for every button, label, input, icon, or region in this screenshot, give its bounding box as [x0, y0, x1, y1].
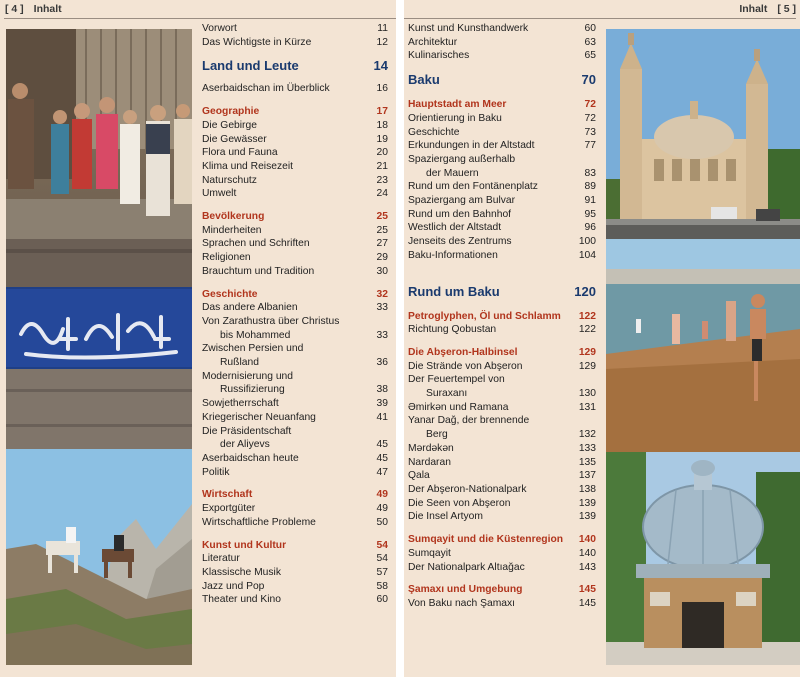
toc-title: bis Mohammed [220, 329, 291, 341]
toc-title: Mərdəkən [408, 442, 454, 454]
toc-page-number: 65 [584, 50, 596, 62]
right-page-header [739, 3, 796, 15]
toc-entry-die-seen-von-abseron[interactable] [408, 497, 596, 511]
toc-entry-westlich-der-altstadt[interactable] [408, 221, 596, 235]
right-header-rule [404, 18, 796, 19]
toc-title: Die Seen von Abşeron [408, 497, 511, 509]
toc-page-number: 129 [578, 360, 596, 372]
toc-page-number: 95 [584, 208, 596, 220]
toc-title: Jenseits des Zentrums [408, 236, 512, 248]
toc-title: Spaziergang außerhalb [408, 153, 516, 165]
toc-section-sumqayit-und-die-kustenregion[interactable] [408, 533, 596, 547]
toc-section-die-abseron-halbinsel[interactable] [408, 346, 596, 360]
baku-mosque-photo [606, 29, 800, 239]
toc-title: Kulinarisches [408, 50, 470, 62]
toc-entry-architektur[interactable] [408, 36, 596, 50]
toc-title: Geschichte [202, 288, 258, 300]
toc-page-number: 89 [584, 181, 596, 193]
toc-entry-jenseits-des-zentrums[interactable] [408, 235, 596, 249]
toc-entry-von-baku-nach-samax[interactable] [408, 597, 596, 611]
toc-page-number: 18 [376, 119, 388, 131]
toc-entry-berg[interactable] [408, 428, 596, 442]
toc-chapter-land-und-leute[interactable] [202, 57, 388, 75]
toc-title: Das Wichtigste in Kürze [202, 36, 312, 48]
toc-page-number: 63 [584, 36, 596, 48]
toc-entry-spaziergang-au-erhalb[interactable] [408, 153, 596, 167]
domed-pavilion-photo [606, 452, 800, 665]
toc-title: Petroglyphen, Öl und Schlamm [408, 310, 561, 322]
toc-entry-literatur[interactable] [202, 552, 388, 566]
toc-entry-zwischen-persien-und[interactable] [202, 342, 388, 356]
toc-title: Aserbaidschan heute [202, 452, 299, 464]
toc-page-number: 91 [584, 195, 596, 207]
toc-page-number: 131 [578, 401, 596, 413]
left-page-header [5, 3, 62, 15]
toc-entry-religionen[interactable] [202, 251, 388, 265]
toc-page-number: 49 [376, 503, 388, 515]
toc-page-number: 49 [376, 489, 388, 501]
toc-title: Orientierung in Baku [408, 112, 502, 124]
toc-page-number: 21 [376, 160, 388, 172]
toc-section-wirtschaft[interactable] [202, 488, 388, 502]
toc-page-number: 27 [376, 238, 388, 250]
toc-page-number: 58 [376, 580, 388, 592]
toc-entry-minderheiten[interactable] [202, 224, 388, 238]
toc-entry-rund-um-den-bahnhof[interactable] [408, 208, 596, 222]
toc-page-number: 25 [376, 211, 388, 223]
left-page [0, 0, 396, 677]
toc-title: Klassische Musik [202, 566, 281, 578]
toc-entry-das-andere-albanien[interactable] [202, 301, 388, 315]
toc-title: Aserbaidschan im Überblick [202, 83, 330, 95]
toc-entry-sumqayit[interactable] [408, 547, 596, 561]
toc-entry-umwelt[interactable] [202, 187, 388, 201]
toc-page-number: 137 [578, 470, 596, 482]
toc-title: Naturschutz [202, 174, 257, 186]
toc-entry-der-abseron-nationalpark[interactable] [408, 483, 596, 497]
toc-title: Politik [202, 466, 230, 478]
toc-title: Die Abşeron-Halbinsel [408, 346, 518, 358]
toc-page-number: 24 [376, 188, 388, 200]
toc-entry-orientierung-in-baku[interactable] [408, 112, 596, 126]
toc-page-number: 57 [376, 566, 388, 578]
toc-page-number: 72 [584, 112, 596, 124]
toc-section-samax-und-umgebung[interactable] [408, 583, 596, 597]
toc-title: Sowjetherrschaft [202, 398, 279, 410]
toc-entry-der-aliyevs[interactable] [202, 438, 388, 452]
toc-page-number: 130 [578, 388, 596, 400]
toc-title: Der Feuertempel von [408, 374, 505, 386]
toc-page-number: 60 [376, 594, 388, 606]
right-page-number: [ 5 ] [777, 3, 796, 15]
toc-title: Die Strände von Abşeron [408, 360, 523, 372]
caspian-beach-photo [606, 239, 800, 452]
toc-page-number: 12 [376, 36, 388, 48]
toc-title: Vorwort [202, 23, 237, 34]
toc-entry-aserbaidschan-heute[interactable] [202, 452, 388, 466]
toc-page-number: 38 [376, 384, 388, 396]
toc-page-number: 139 [578, 511, 596, 523]
toc-page-number: 45 [376, 439, 388, 451]
toc-entry-theater-und-kino[interactable] [202, 593, 388, 607]
toc-entry-spaziergang-am-bulvar[interactable] [408, 194, 596, 208]
toc-page-number: 145 [578, 597, 596, 609]
toc-page-number: 11 [377, 23, 388, 34]
toc-title: Yanar Dağ, der brennende [408, 415, 530, 427]
toc-page-number: 122 [578, 310, 596, 322]
toc-title: Rund um den Bahnhof [408, 208, 512, 220]
toc-title: der Mauern [426, 167, 479, 179]
toc-section-petroglyphen-ol-und-schlamm[interactable] [408, 310, 596, 324]
mountain-riders-photo [6, 449, 192, 665]
toc-title: Qala [408, 470, 430, 482]
toc-title: Spaziergang am Bulvar [408, 195, 516, 207]
toc-entry-klima-und-reisezeit[interactable] [202, 160, 388, 174]
toc-page-number: 45 [376, 452, 388, 464]
toc-entry-sprachen-und-schriften[interactable] [202, 237, 388, 251]
toc-page-number: 20 [376, 147, 388, 159]
toc-title: Brauchtum und Tradition [202, 265, 315, 277]
toc-entry-yanar-dag-der-brennende[interactable] [408, 414, 596, 428]
toc-title: Exportgüter [202, 503, 256, 515]
toc-page-number: 133 [578, 442, 596, 454]
toc-page-number: 16 [376, 83, 388, 95]
toc-page-number: 100 [578, 236, 596, 248]
toc-page-number: 70 [581, 72, 596, 88]
toc-title: Die Gebirge [202, 119, 257, 131]
toc-entry-sowjetherrschaft[interactable] [202, 397, 388, 411]
toc-entry-kulinarisches[interactable] [408, 49, 596, 63]
toc-title: Əmirkən und Ramana [408, 401, 509, 413]
toc-entry-die-prasidentschaft[interactable] [202, 425, 388, 439]
toc-page-number: 50 [376, 516, 388, 528]
toc-title: Baku-Informationen [408, 249, 498, 261]
toc-title: Russifizierung [220, 384, 285, 396]
toc-entry-m-rd-k-n[interactable] [408, 442, 596, 456]
left-page-title: Inhalt [33, 3, 62, 15]
toc-entry-mirk-n-und-ramana[interactable] [408, 401, 596, 415]
toc-title: Flora und Fauna [202, 147, 278, 159]
toc-title: Literatur [202, 553, 240, 565]
toc-title: Kriegerischer Neuanfang [202, 411, 316, 423]
toc-entry-qala[interactable] [408, 469, 596, 483]
toc-chapter-baku[interactable] [408, 71, 596, 89]
toc-page-number: 135 [578, 456, 596, 468]
toc-entry-der-feuertempel-von[interactable] [408, 373, 596, 387]
toc-entry-russifizierung[interactable] [202, 383, 388, 397]
toc-right [408, 22, 596, 611]
toc-title: Von Zarathustra über Christus [202, 315, 340, 327]
toc-entry-vorwort[interactable] [202, 22, 388, 36]
toc-page-number: 14 [373, 58, 388, 74]
toc-title: Suraxanı [426, 388, 468, 400]
toc-page-number: 60 [584, 23, 596, 34]
toc-title: Wirtschaft [202, 489, 253, 501]
toc-title: Hauptstadt am Meer [408, 99, 507, 111]
toc-page-number: 83 [584, 167, 596, 179]
toc-section-bevolkerung[interactable] [202, 210, 388, 224]
toc-title: Şamaxı und Umgebung [408, 584, 523, 596]
toc-page-number: 122 [578, 324, 596, 336]
toc-entry-bis-mohammed[interactable] [202, 329, 388, 343]
toc-title: Jazz und Pop [202, 580, 265, 592]
toc-page-number: 129 [578, 346, 596, 358]
left-header-rule [4, 18, 396, 19]
toc-title: Sprachen und Schriften [202, 238, 310, 250]
toc-entry-baku-informationen[interactable] [408, 249, 596, 263]
toc-entry-ru-land[interactable] [202, 356, 388, 370]
toc-page-number: 73 [584, 126, 596, 138]
toc-title: Architektur [408, 36, 458, 48]
toc-title: Nardaran [408, 456, 451, 468]
toc-page-number: 140 [578, 547, 596, 559]
toc-title: Rußland [220, 357, 259, 369]
toc-title: der Aliyevs [220, 439, 270, 451]
toc-title: Die Gewässer [202, 133, 267, 145]
toc-title: Erkundungen in der Altstadt [408, 140, 535, 152]
toc-entry-das-wichtigste-in-kurze[interactable] [202, 36, 388, 50]
toc-title: Modernisierung und [202, 370, 294, 382]
toc-page-number: 104 [578, 249, 596, 261]
toc-entry-politik[interactable] [202, 466, 388, 480]
toc-title: Kunst und Kultur [202, 539, 287, 551]
toc-entry-suraxan[interactable] [408, 387, 596, 401]
toc-entry-kriegerischer-neuanfang[interactable] [202, 411, 388, 425]
toc-entry-von-zarathustra-uber-christus[interactable] [202, 315, 388, 329]
toc-title: Geschichte [408, 126, 460, 138]
toc-page-number: 33 [376, 302, 388, 314]
arabic-inscription-photo [6, 239, 192, 449]
toc-title: Geographie [202, 106, 260, 118]
toc-title: Die Insel Artyom [408, 511, 483, 523]
toc-title: Der Abşeron-Nationalpark [408, 483, 527, 495]
toc-section-geschichte[interactable] [202, 288, 388, 302]
toc-title: Klima und Reisezeit [202, 160, 293, 172]
toc-entry-der-mauern[interactable] [408, 167, 596, 181]
toc-page-number: 23 [376, 174, 388, 186]
toc-entry-naturschutz[interactable] [202, 174, 388, 188]
toc-chapter-rund-um-baku[interactable] [408, 283, 596, 301]
toc-page-number: 140 [578, 534, 596, 546]
toc-page-number: 41 [376, 411, 388, 423]
toc-page-number: 33 [376, 329, 388, 341]
toc-entry-die-gewasser[interactable] [202, 133, 388, 147]
left-page-number: [ 4 ] [5, 3, 24, 15]
toc-entry-modernisierung-und[interactable] [202, 370, 388, 384]
toc-page-number: 19 [376, 133, 388, 145]
toc-section-geographie[interactable] [202, 105, 388, 119]
toc-page-number: 32 [376, 288, 388, 300]
toc-title: Rund um den Fontänenplatz [408, 181, 538, 193]
toc-page-number: 47 [376, 466, 388, 478]
toc-page-number: 54 [376, 553, 388, 565]
toc-page-number: 30 [376, 265, 388, 277]
toc-title: Der Nationalpark Altıağac [408, 561, 525, 573]
toc-title: Die Präsidentschaft [202, 425, 292, 437]
toc-page-number: 120 [574, 283, 596, 299]
toc-entry-flora-und-fauna[interactable] [202, 146, 388, 160]
toc-title: Kunst und Kunsthandwerk [408, 23, 529, 34]
toc-page-number: 36 [376, 357, 388, 369]
toc-entry-die-gebirge[interactable] [202, 119, 388, 133]
toc-page-number: 54 [376, 539, 388, 551]
toc-entry-wirtschaftliche-probleme[interactable] [202, 516, 388, 530]
toc-title: Zwischen Persien und [202, 343, 304, 355]
toc-title: Wirtschaftliche Probleme [202, 516, 316, 528]
toc-entry-erkundungen-in-der-altstadt[interactable] [408, 139, 596, 153]
toc-page-number: 17 [376, 106, 388, 118]
toc-title: Sumqayit und die Küstenregion [408, 534, 564, 546]
toc-page-number: 132 [578, 429, 596, 441]
toc-entry-kunst-und-kunsthandwerk[interactable] [408, 22, 596, 36]
toc-page-number: 138 [578, 483, 596, 495]
toc-entry-rund-um-den-fontanenplatz[interactable] [408, 180, 596, 194]
toc-entry-geschichte[interactable] [408, 126, 596, 140]
toc-title: Bevölkerung [202, 211, 265, 223]
toc-section-hauptstadt-am-meer[interactable] [408, 98, 596, 112]
children-village-photo [6, 29, 192, 239]
toc-title: Land und Leute [202, 58, 299, 74]
toc-title: Sumqayit [408, 547, 451, 559]
toc-entry-die-insel-artyom[interactable] [408, 510, 596, 524]
toc-page-number: 143 [578, 561, 596, 573]
toc-entry-nardaran[interactable] [408, 456, 596, 470]
right-page-title: Inhalt [739, 3, 768, 15]
toc-entry-brauchtum-und-tradition[interactable] [202, 265, 388, 279]
toc-entry-aserbaidschan-im-uberblick[interactable] [202, 82, 388, 96]
toc-page-number: 139 [578, 497, 596, 509]
toc-title: Theater und Kino [202, 594, 281, 606]
toc-page-number: 96 [584, 222, 596, 234]
toc-title: Baku [408, 72, 440, 88]
toc-title: Religionen [202, 252, 251, 264]
toc-entry-klassische-musik[interactable] [202, 566, 388, 580]
toc-title: Minderheiten [202, 224, 262, 236]
toc-page-number: 39 [376, 398, 388, 410]
toc-page-number: 25 [376, 224, 388, 236]
page-gutter [396, 0, 404, 677]
toc-page-number: 77 [584, 140, 596, 152]
toc-entry-die-strande-von-abseron[interactable] [408, 360, 596, 374]
toc-page-number: 72 [584, 99, 596, 111]
toc-title: Richtung Qobustan [408, 324, 497, 336]
toc-entry-der-nationalpark-alt-agac[interactable] [408, 561, 596, 575]
toc-title: Westlich der Altstadt [408, 222, 502, 234]
toc-title: Das andere Albanien [202, 302, 298, 314]
toc-entry-jazz-und-pop[interactable] [202, 580, 388, 594]
toc-page-number: 29 [376, 252, 388, 264]
toc-entry-richtung-qobustan[interactable] [408, 323, 596, 337]
toc-title: Berg [426, 429, 448, 441]
toc-title: Umwelt [202, 188, 237, 200]
toc-left [202, 22, 388, 607]
toc-page-number: 145 [578, 584, 596, 596]
right-page [404, 0, 800, 677]
toc-section-kunst-und-kultur[interactable] [202, 539, 388, 553]
toc-title: Von Baku nach Şamaxı [408, 597, 516, 609]
toc-entry-exportguter[interactable] [202, 502, 388, 516]
toc-title: Rund um Baku [408, 283, 500, 299]
